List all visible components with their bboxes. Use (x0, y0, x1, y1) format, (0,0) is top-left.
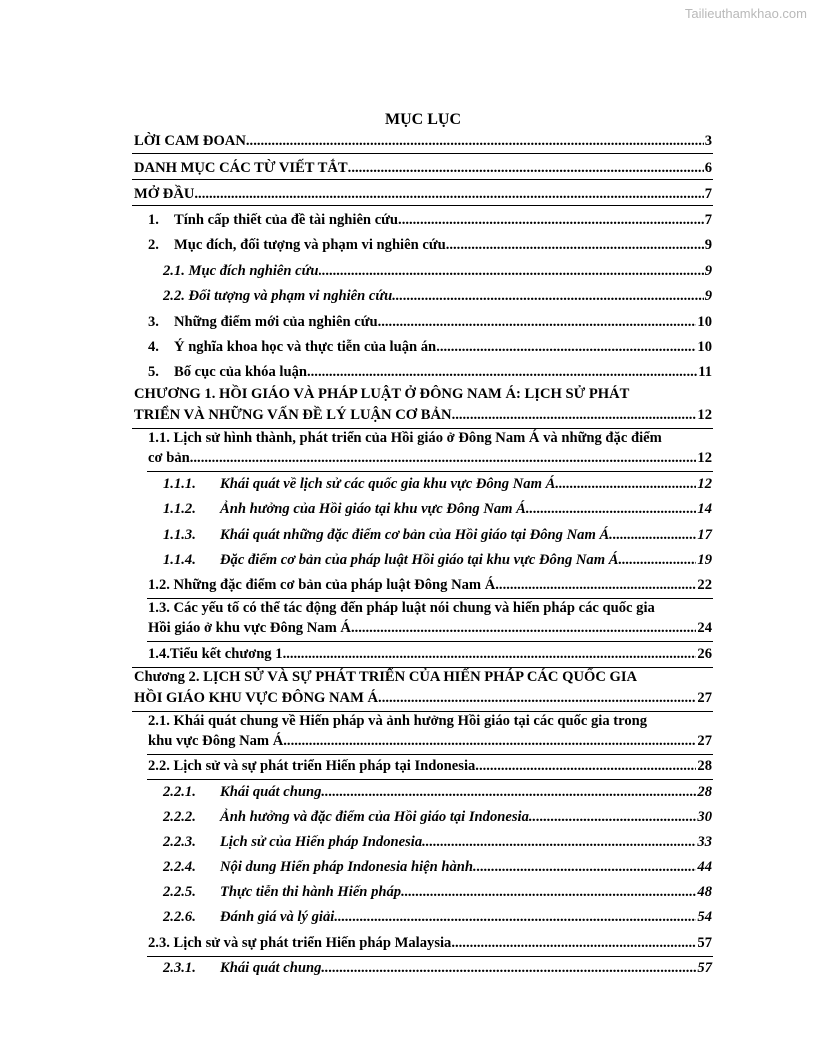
toc-entry[interactable] (148, 212, 712, 229)
toc-entry[interactable] (148, 450, 712, 467)
toc-entry[interactable] (163, 884, 712, 901)
toc-entry-text: Khái quát những đặc điểm cơ bản của Hồi giáo tại Đông Nam Á (220, 527, 610, 543)
toc-entry-text: 1.4.Tiểu kết chương 1 (148, 646, 283, 662)
toc-page-number: 24 (697, 620, 712, 636)
toc-dot-leader (378, 690, 696, 707)
toc-dot-leader (618, 552, 696, 569)
toc-entry-text: Tính cấp thiết của đề tài nghiên cứu (174, 212, 399, 228)
toc-page-number: 9 (704, 263, 712, 279)
toc-entry[interactable] (148, 237, 712, 254)
toc-entry-number: 2.2.4. (163, 859, 196, 875)
toc-entry[interactable] (163, 909, 712, 926)
toc-entry-text: TRIỂN VÀ NHỮNG VẤN ĐỀ LÝ LUẬN CƠ BẢN (134, 407, 452, 423)
toc-dot-leader (194, 186, 703, 203)
toc-divider (132, 205, 713, 206)
toc-divider (147, 471, 713, 472)
toc-entry-text: 1.2. Những đặc điểm cơ bản của pháp luật Đông Nam Á (148, 577, 496, 593)
toc-divider (132, 667, 713, 668)
toc-entry-number: 2.2.6. (163, 909, 196, 925)
toc-page-number: 27 (697, 690, 712, 706)
toc-dot-leader (392, 288, 703, 305)
toc-page-number: 11 (698, 364, 712, 380)
toc-entry-number: 4. (148, 339, 159, 355)
toc-dot-leader (378, 314, 697, 331)
toc-page-number: 19 (697, 552, 712, 568)
toc-dot-leader (475, 758, 696, 775)
toc-divider (147, 779, 713, 780)
toc-dot-leader (609, 527, 696, 544)
toc-dot-leader (529, 809, 697, 826)
toc-entry[interactable] (163, 834, 712, 851)
toc-entry-text: Những điểm mới của nghiên cứu (174, 314, 378, 330)
toc-dot-leader (451, 935, 696, 952)
toc-entry[interactable] (163, 527, 712, 544)
toc-entry-text: Ý nghĩa khoa học và thực tiễn của luận án (174, 339, 437, 355)
toc-entry[interactable] (163, 288, 712, 305)
toc-entry-text: Đặc điểm cơ bản của pháp luật Hồi giáo tại khu vực Đông Nam Á (220, 552, 619, 568)
toc-entry[interactable] (148, 620, 712, 637)
toc-divider (132, 428, 713, 429)
watermark: Tailieuthamkhao.com (684, 6, 807, 21)
toc-entry-heading-line: CHƯƠNG 1. HỒI GIÁO VÀ PHÁP LUẬT Ở ĐÔNG NAM Á: LỊCH SỬ PHÁT (134, 386, 630, 402)
toc-dot-leader (319, 263, 704, 280)
toc-dot-leader (351, 620, 696, 637)
toc-entry-text: 2.3. Lịch sử và sự phát triển Hiến pháp Malaysia (148, 935, 452, 951)
toc-entry-number: 1.1.3. (163, 527, 196, 543)
toc-entry[interactable] (134, 407, 712, 424)
toc-page-number: 12 (697, 476, 712, 492)
toc-entry[interactable] (134, 160, 712, 177)
toc-entry-number: 1.1.2. (163, 501, 196, 517)
toc-entry-text: MỞ ĐẦU (134, 186, 195, 202)
toc-entry[interactable] (163, 859, 712, 876)
toc-entry-number: 2.2.2. (163, 809, 196, 825)
toc-entry-text: Lịch sử của Hiến pháp Indonesia (220, 834, 423, 850)
toc-divider (132, 153, 713, 154)
toc-dot-leader (452, 407, 697, 424)
toc-page-number: 3 (704, 133, 712, 149)
toc-page-number: 57 (697, 935, 712, 951)
toc-dot-leader (422, 834, 696, 851)
toc-page-number: 28 (697, 784, 712, 800)
toc-entry-text: Bố cục của khóa luận (174, 364, 307, 380)
toc-entry-number: 2.3.1. (163, 960, 196, 976)
toc-dot-leader (398, 212, 704, 229)
toc-entry[interactable] (148, 577, 712, 594)
toc-page-number: 14 (697, 501, 712, 517)
toc-page-number: 10 (697, 314, 712, 330)
toc-dot-leader (321, 960, 696, 977)
toc-page-number: 9 (704, 237, 712, 253)
toc-entry[interactable] (134, 133, 712, 150)
toc-entry-heading-line: 2.1. Khái quát chung về Hiến pháp và ảnh hưởng Hồi giáo tại các quốc gia trong (148, 713, 648, 729)
toc-entry-text: LỜI CAM ĐOAN (134, 133, 246, 149)
toc-page-number: 9 (704, 288, 712, 304)
toc-entry-number: 1.1.4. (163, 552, 196, 568)
toc-entry-text: 2.2. Đối tượng và phạm vi nghiên cứu (163, 288, 393, 304)
toc-dot-leader (555, 476, 696, 493)
toc-entry[interactable] (148, 646, 712, 663)
toc-dot-leader (495, 577, 696, 594)
toc-divider (147, 754, 713, 755)
toc-divider (147, 956, 713, 957)
toc-entry-text: 2.2. Lịch sử và sự phát triển Hiến pháp tại Indonesia (148, 758, 476, 774)
toc-entry-text: Khái quát về lịch sử các quốc gia khu vực Đông Nam Á (220, 476, 556, 492)
toc-page-number: 10 (697, 339, 712, 355)
toc-dot-leader (190, 450, 697, 467)
toc-dot-leader (283, 733, 696, 750)
toc-dot-leader (446, 237, 704, 254)
toc-entry[interactable] (163, 263, 712, 280)
toc-entry-number: 2.2.3. (163, 834, 196, 850)
toc-entry-text: cơ bản (148, 450, 190, 466)
toc-page-number: 17 (697, 527, 712, 543)
toc-entry-text: Nội dung Hiến pháp Indonesia hiện hành (220, 859, 474, 875)
toc-entry-text: Khái quát chung (220, 784, 322, 800)
toc-divider (132, 711, 713, 712)
toc-entry-text: Ảnh hưởng của Hồi giáo tại khu vực Đông Nam Á (220, 501, 526, 517)
toc-dot-leader (334, 909, 696, 926)
toc-entry[interactable] (163, 809, 712, 826)
toc-dot-leader (473, 859, 696, 876)
toc-entry-number: 2. (148, 237, 159, 253)
page-title: MỤC LỤC (385, 111, 461, 128)
toc-entry[interactable] (148, 339, 712, 356)
toc-page-number: 44 (697, 859, 712, 875)
toc-page-number: 26 (697, 646, 712, 662)
toc-divider (132, 179, 713, 180)
toc-entry-text: DANH MỤC CÁC TỪ VIẾT TẮT (134, 160, 348, 176)
toc-entry[interactable] (148, 733, 712, 750)
toc-entry[interactable] (163, 552, 712, 569)
toc-entry-heading-line: 1.3. Các yếu tố có thể tác động đến pháp luật nói chung và hiến pháp các quốc gia (148, 600, 655, 616)
toc-entry[interactable] (148, 314, 712, 331)
toc-page-number: 12 (697, 407, 712, 423)
toc-dot-leader (348, 160, 704, 177)
toc-page-number: 30 (697, 809, 712, 825)
toc-entry-text: Ảnh hưởng và đặc điểm của Hồi giáo tại Indonesia (220, 809, 529, 825)
toc-entry-text: khu vực Đông Nam Á (148, 733, 284, 749)
toc-entry-number: 1. (148, 212, 159, 228)
toc-entry-number: 1.1.1. (163, 476, 196, 492)
toc-dot-leader (246, 133, 704, 150)
toc-divider (147, 598, 713, 599)
toc-dot-leader (526, 501, 697, 518)
toc-entry[interactable] (163, 784, 712, 801)
toc-page-number: 6 (704, 160, 712, 176)
toc-dot-leader (436, 339, 696, 356)
toc-entry-number: 5. (148, 364, 159, 380)
toc-entry-number: 2.2.1. (163, 784, 196, 800)
toc-entry-text: Khái quát chung (220, 960, 322, 976)
toc-page-number: 48 (697, 884, 712, 900)
toc-page-number: 7 (704, 212, 712, 228)
toc-dot-leader (321, 784, 696, 801)
toc-entry-text: 2.1. Mục đích nghiên cứu (163, 263, 319, 279)
toc-entry-text: Mục đích, đối tượng và phạm vi nghiên cứu (174, 237, 446, 253)
toc-entry[interactable] (148, 758, 712, 775)
toc-page-number: 54 (697, 909, 712, 925)
toc-page-number: 27 (697, 733, 712, 749)
toc-entry-number: 3. (148, 314, 159, 330)
toc-entry-text: Đánh giá và lý giải (220, 909, 335, 925)
toc-entry-text: Thực tiễn thi hành Hiến pháp (220, 884, 402, 900)
toc-page-number: 57 (697, 960, 712, 976)
toc-dot-leader (401, 884, 696, 901)
toc-entry-text: HỒI GIÁO KHU VỰC ĐÔNG NAM Á (134, 690, 379, 706)
toc-entry-text: Hồi giáo ở khu vực Đông Nam Á (148, 620, 351, 636)
toc-page-number: 22 (697, 577, 712, 593)
toc-dot-leader (307, 364, 697, 381)
toc-dot-leader (283, 646, 697, 663)
toc-page-number: 12 (697, 450, 712, 466)
toc-entry-heading-line: Chương 2. LỊCH SỬ VÀ SỰ PHÁT TRIỂN CỦA HIẾN PHÁP CÁC QUỐC GIA (134, 669, 638, 685)
toc-entry[interactable] (163, 476, 712, 493)
toc-entry[interactable] (163, 960, 712, 977)
toc-entry[interactable] (148, 364, 712, 381)
toc-page-number: 28 (697, 758, 712, 774)
toc-entry[interactable] (134, 690, 712, 707)
toc-entry[interactable] (163, 501, 712, 518)
toc-divider (147, 641, 713, 642)
toc-entry-heading-line: 1.1. Lịch sử hình thành, phát triển của Hồi giáo ở Đông Nam Á và những đặc điểm (148, 430, 662, 446)
toc-entry-number: 2.2.5. (163, 884, 196, 900)
toc-page-number: 7 (704, 186, 712, 202)
toc-page-number: 33 (697, 834, 712, 850)
toc-entry[interactable] (148, 935, 712, 952)
toc-entry[interactable] (134, 186, 712, 203)
